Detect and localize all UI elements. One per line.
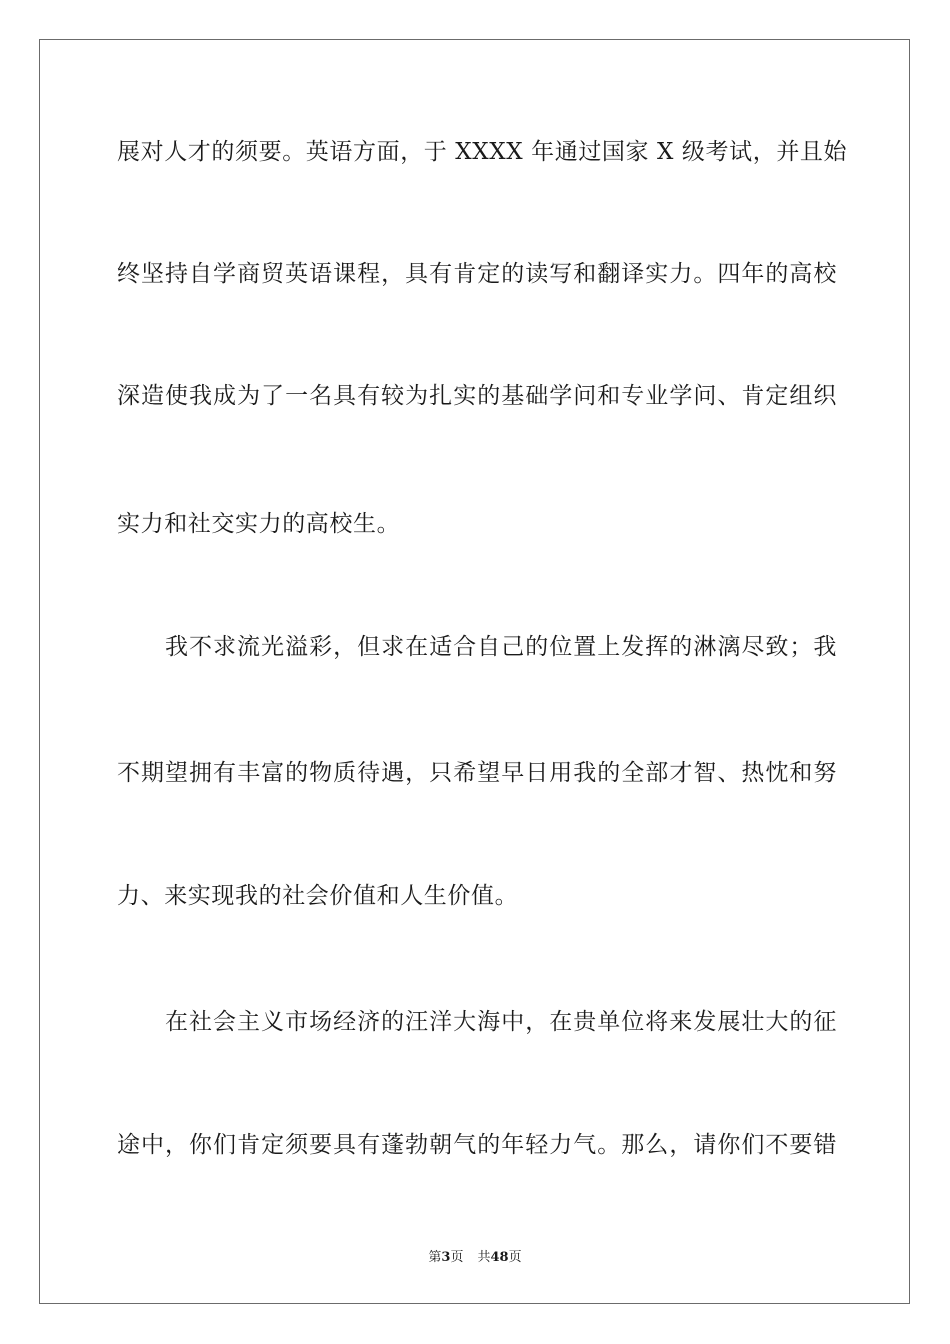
footer-total-pages: 48	[490, 1250, 509, 1265]
text-line-4: 实力和社交实力的高校生。	[117, 511, 401, 537]
text-line-1: 展对人才的须要。英语方面，于 XXXX 年通过国家 X 级考试，并且始	[117, 139, 848, 165]
footer-page-prefix: 第	[428, 1250, 442, 1265]
footer-total-prefix: 共	[477, 1250, 491, 1265]
text-line-6: 不期望拥有丰富的物质待遇，只希望早日用我的全部才智、热忱和努	[117, 760, 837, 786]
text-line-2: 终坚持自学商贸英语课程，具有肯定的读写和翻译实力。四年的高校	[117, 261, 837, 287]
page-border	[39, 39, 910, 1304]
page-footer	[0, 1246, 950, 1265]
text-line-9: 途中，你们肯定须要具有蓬勃朝气的年轻力气。那么，请你们不要错	[117, 1132, 837, 1158]
text-line-3: 深造使我成为了一名具有较为扎实的基础学问和专业学问、肯定组织	[117, 383, 837, 409]
footer-page-suffix: 页	[450, 1250, 464, 1265]
footer-total-suffix: 页	[508, 1250, 522, 1265]
text-line-8: 在社会主义市场经济的汪洋大海中，在贵单位将来发展壮大的征	[165, 1009, 837, 1035]
footer-page-number: 3	[441, 1250, 451, 1265]
text-line-7: 力、来实现我的社会价值和人生价值。	[117, 883, 519, 909]
text-line-5: 我不求流光溢彩，但求在适合自己的位置上发挥的淋漓尽致；我	[165, 634, 837, 660]
